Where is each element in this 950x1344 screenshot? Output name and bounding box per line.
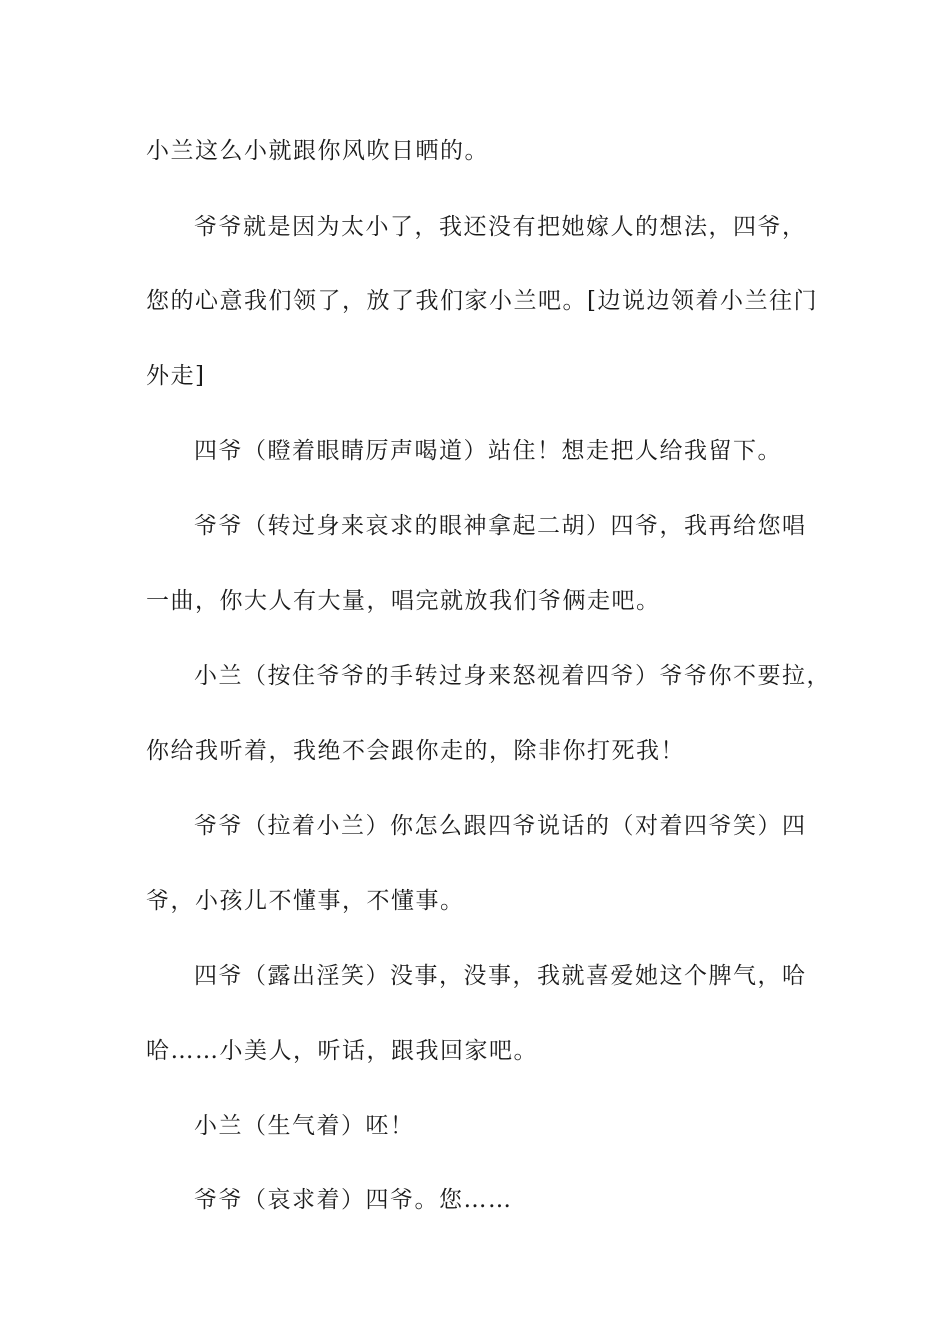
text-line: 小兰（生气着）呸！	[194, 1113, 415, 1139]
text-line: 一曲，你大人有大量，唱完就放我们爷俩走吧。	[146, 588, 661, 614]
text-line: 四爷（露出淫笑）没事，没事，我就喜爱她这个脾气，哈	[194, 963, 807, 989]
text-line: 爷爷就是因为太小了，我还没有把她嫁人的想法，四爷，	[194, 214, 807, 240]
text-line: 爷爷（转过身来哀求的眼神拿起二胡）四爷，我再给您唱	[194, 513, 807, 539]
text-line: 哈……小美人，听话，跟我回家吧。	[146, 1038, 538, 1064]
text-line: 小兰（按住爷爷的手转过身来怒视着四爷）爷爷你不要拉，	[194, 663, 831, 689]
text-line: 你给我听着，我绝不会跟你走的，除非你打死我！	[146, 738, 685, 764]
text-line: 外走]	[146, 363, 206, 389]
text-line: 小兰这么小就跟你风吹日晒的。	[146, 138, 489, 164]
text-line: 爷，小孩儿不懂事，不懂事。	[146, 888, 465, 914]
text-line: 爷爷（哀求着）四爷。您……	[194, 1187, 513, 1213]
text-line: 您的心意我们领了，放了我们家小兰吧。[边说边领着小兰往门	[146, 288, 818, 314]
text-line: 爷爷（拉着小兰）你怎么跟四爷说话的（对着四爷笑）四	[194, 813, 807, 839]
text-line: 四爷（瞪着眼睛厉声喝道）站住！想走把人给我留下。	[194, 438, 782, 464]
